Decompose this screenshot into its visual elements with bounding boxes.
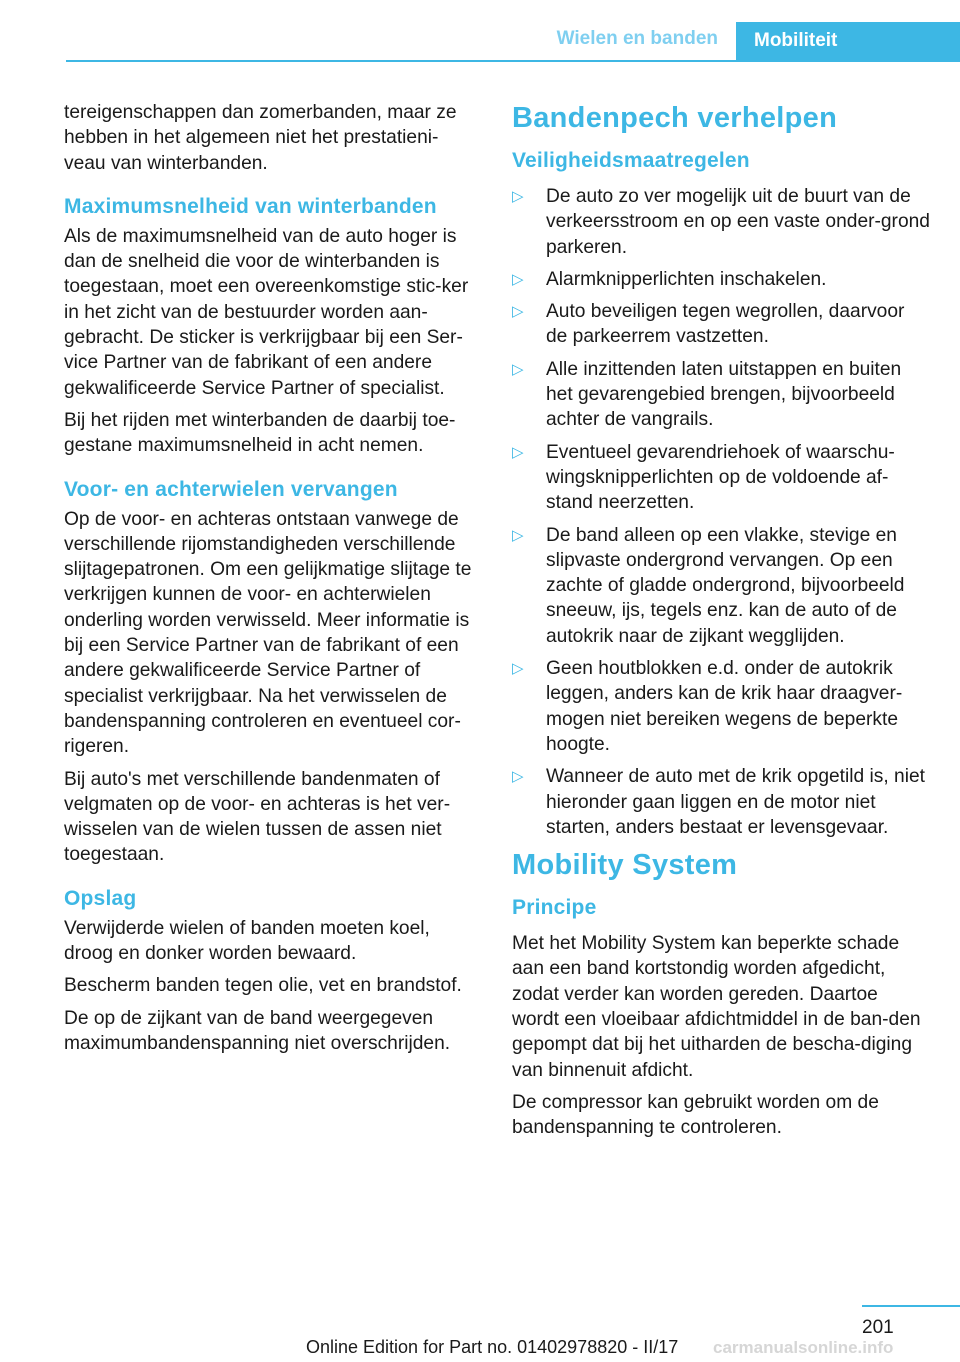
section-title-principle: Principe: [512, 896, 597, 920]
page-number: 201: [862, 1317, 894, 1338]
section-title-storage: Opslag: [64, 886, 137, 910]
list-item: ▷ Eventueel gevarendriehoek of waarschu-wingsknipperlichten op de voldoende af-stand neerzetten.: [512, 441, 895, 514]
paragraph: Bescherm banden tegen olie, vet en brandstof.: [64, 975, 462, 997]
list-item: ▷ Alle inzittenden laten uitstappen en buiten het gevarengebied brengen, bijvoorbeeld achter de vangrails.: [512, 358, 902, 431]
paragraph: De op de zijkant van de band weergegeven maximumbandenspanning niet overschrijden.: [64, 1007, 451, 1054]
intro-paragraph: tereigenschappen dan zomerbanden, maar ze hebben in het algemeen niet het prestatieni-veau van winterbanden.: [64, 102, 457, 174]
list-item: ▷ De auto zo ver mogelijk uit de buurt van de verkeersstroom en op een vaste onder-grond parkeren.: [512, 186, 930, 258]
left-column: [64, 100, 478, 1063]
watermark: carmanualsonline.info: [713, 1338, 894, 1357]
list-item: ▷ Alarmknipperlichten inschakelen.: [512, 267, 930, 292]
paragraph: Verwijderde wielen of banden moeten koel, droog en donker worden bewaard.: [64, 917, 430, 965]
triangle-bullet-icon: ▷: [512, 360, 524, 378]
triangle-bullet-icon: ▷: [512, 303, 524, 321]
safety-list: [512, 184, 930, 840]
header-chapter-tab: Mobiliteit: [736, 22, 960, 62]
list-item: ▷ De band alleen op een vlakke, stevige en slipvaste ondergrond vervangen. Op een zachte of gladde ondergrond, bijvoorbeeld sneeuw, ijs, tegels enz. kan de auto of de autokrik naar de zijkant wegglijden.: [512, 524, 905, 647]
triangle-bullet-icon: ▷: [512, 526, 524, 544]
section-title-rotate-wheels: Voor- en achterwielen vervangen: [64, 477, 398, 501]
triangle-bullet-icon: ▷: [512, 443, 524, 461]
list-item: ▷ Geen houtblokken e.d. onder de autokrik leggen, anders kan de krik haar draagver-mogen niet bereiken wegens de beperkte hoogte.: [512, 658, 903, 755]
triangle-bullet-icon: ▷: [512, 768, 524, 786]
paragraph: Op de voor- en achteras ontstaan vanwege de verschillende rijomstandigheden verschillende slijtagepatronen. Om een gelijkmatige slijtage te verkrijgen kunnen de voor- en achterwielen onderling worden verwisseld. Meer informatie is bij een Service Partner van de fabrikant of een andere gekwalificeerde Service Partner of specialist verkrijgbaar. Na het verwisselen de bandenspanning controleren en eventueel cor-rigeren.: [64, 508, 472, 758]
page-header: [66, 22, 960, 62]
chapter-heading-flat-tire: Bandenpech verhelpen: [512, 102, 838, 134]
edition-footer: Online Edition for Part no. 01402978820 - II/17: [306, 1337, 679, 1357]
section-title-winter-speed: Maximumsnelheid van winterbanden: [64, 194, 437, 218]
triangle-bullet-icon: ▷: [512, 660, 524, 678]
paragraph: Bij auto's met verschillende bandenmaten of velgmaten op de voor- en achteras is het ver-wisselen van de wielen tussen de assen niet toegestaan.: [64, 768, 451, 866]
list-item: ▷ Wanneer de auto met de krik opgetild is, niet hieronder gaan liggen en de motor niet starten, anders bestaat er levensgevaar.: [512, 766, 925, 838]
right-column: [512, 100, 930, 1148]
paragraph: Bij het rijden met winterbanden de daarbij toe-gestane maximumsnelheid in acht nemen.: [64, 409, 456, 457]
chapter-heading-mobility-system: Mobility System: [512, 849, 738, 882]
header-section-title: Wielen en banden: [556, 28, 718, 49]
paragraph: Met het Mobility System kan beperkte schade aan een band kortstondig worden afgedicht, zodat verder kan worden gereden. Daartoe wordt een vloeibaar afdichtmiddel in de ban-den gepompt dat bij het uitharden de bescha-diging van binnenuit afdicht.: [512, 933, 921, 1081]
list-item: ▷ Auto beveiligen tegen wegrollen, daarvoor de parkeerrem vastzetten.: [512, 301, 905, 348]
section-title-safety: Veiligheidsmaatregelen: [512, 149, 750, 172]
paragraph: Als de maximumsnelheid van de auto hoger is dan de snelheid die voor de winterbanden is toegestaan, moet een overeenkomstige stic-ker in het zicht van de bestuurder worden aan-gebracht. De sticker is verkrijgbaar bij een Ser-vice Partner van de fabrikant of een andere gekwalificeerde Service Partner of specialist.: [64, 225, 469, 399]
footer-rule: [862, 1305, 960, 1307]
triangle-bullet-icon: ▷: [512, 188, 524, 205]
paragraph: De compressor kan gebruikt worden om de bandenspanning te controleren.: [512, 1091, 879, 1139]
triangle-bullet-icon: ▷: [512, 270, 524, 288]
header-rule: [66, 60, 960, 62]
